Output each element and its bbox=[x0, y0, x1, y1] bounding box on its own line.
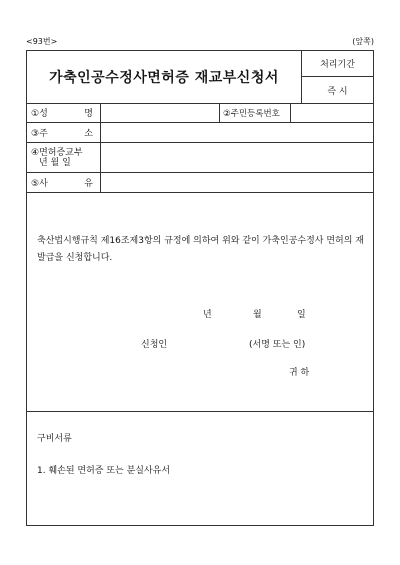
form-title: 가축인공수정사면허증 재교부신청서 bbox=[49, 70, 279, 86]
label-address: ③주 소 bbox=[27, 123, 101, 142]
date-year: 년 bbox=[203, 310, 212, 320]
row-license-issue-date bbox=[27, 143, 373, 173]
label-license-issue-date: ④면허증교부 년 월 일 bbox=[27, 143, 101, 172]
application-statement: 축산법시행규칙 제16조제3항의 규정에 의하여 위와 같이 가축인공수정사 면허의 재발급을 신청합니다. bbox=[37, 236, 364, 263]
recipient-label: 귀 하 bbox=[289, 368, 310, 378]
processing-period-box bbox=[301, 51, 373, 103]
label-resident-number: ②주민등록번호 bbox=[219, 103, 291, 122]
signature-placeholder: (서명 또는 인) bbox=[249, 340, 306, 350]
applicant-label: 신청인 bbox=[141, 340, 168, 350]
required-documents-heading: 구비서류 bbox=[37, 434, 72, 444]
section-divider bbox=[27, 411, 373, 412]
date-month: 월 bbox=[253, 310, 262, 320]
label-name: ①성 명 bbox=[27, 103, 101, 122]
form-number: <93번> bbox=[26, 37, 58, 46]
date-day: 일 bbox=[297, 310, 306, 320]
processing-period-label: 처리기간 bbox=[302, 51, 373, 77]
row-name bbox=[27, 103, 373, 123]
required-document-item: 1. 훼손된 면허증 또는 분실사유서 bbox=[37, 466, 171, 476]
processing-period-value: 즉 시 bbox=[327, 86, 348, 97]
row-address bbox=[27, 123, 373, 143]
application-form bbox=[26, 50, 374, 526]
page-side-label: (앞쪽) bbox=[352, 37, 374, 46]
label-reason: ⑤사 유 bbox=[27, 173, 101, 192]
title-row bbox=[27, 51, 373, 104]
row-reason bbox=[27, 173, 373, 193]
